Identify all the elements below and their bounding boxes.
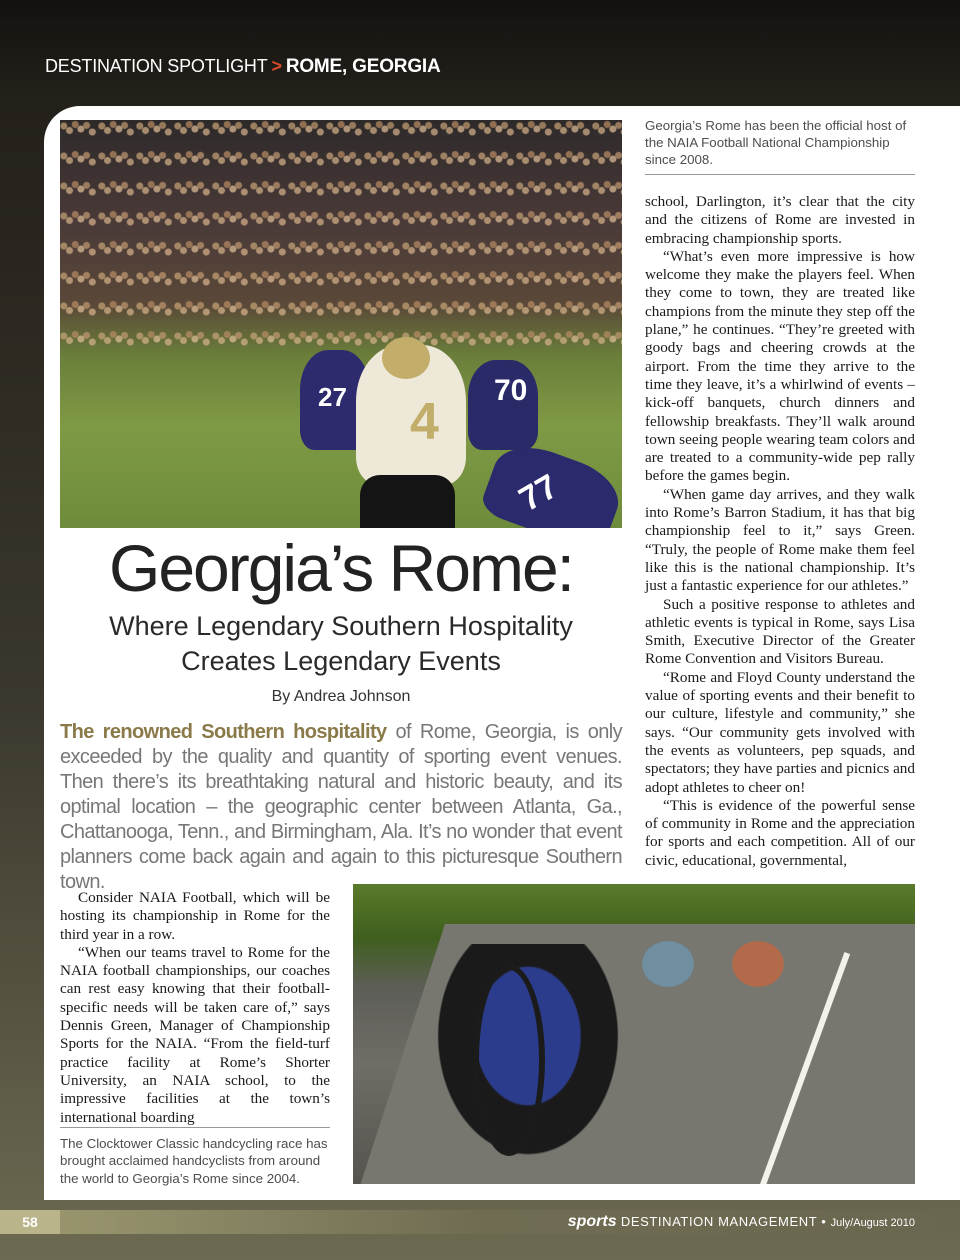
body-paragraph: “Rome and Floyd County understand the value of sporting events and their benefit to our culture, lifestyle and community,” she says. “Our community gets involved with the events as volunteers, pep squads, and spectators; they have parties and picnics and adopt athletes to cheer on! <box>645 668 915 796</box>
footer-publication <box>568 1210 915 1234</box>
byline: By Andrea Johnson <box>271 688 411 705</box>
publication-brand: sports <box>567 1213 617 1230</box>
body-column-right <box>645 193 915 870</box>
subtitle-line: Where Legendary Southern Hospitality <box>109 611 573 641</box>
wheel <box>473 964 545 1156</box>
article-subtitle <box>60 609 622 679</box>
section-label: DESTINATION SPOTLIGHT <box>45 56 268 76</box>
handcycling-photo <box>353 884 915 1184</box>
body-paragraph: “What’s even more impressive is how welcome they make the players feel. When they come to town, they are treated like champions from the minute they step off the plane,” he continues. “They’re greeted with goody bags and cheering crowds at the airport. From the time they arrive to the time they leave, it’s a whirlwind of events – kick-off banquets, church dinners and fellowship breakfasts. They’ll walk around town seeing people wearing team colors and are treated to a community-wide pep rally before the games begin. <box>645 247 915 485</box>
body-column-left <box>60 889 330 1127</box>
stadium-crowd <box>60 120 622 357</box>
body-paragraph: Such a positive response to athletes and athletic events is typical in Rome, says Lisa Smith, Executive Director of the Greater Rome Convention and Visitors Bureau. <box>645 595 915 668</box>
player-legs <box>360 475 455 528</box>
photo-caption-top: Georgia’s Rome has been the official host of the NAIA Football National Championship since 2008. <box>645 117 915 175</box>
body-paragraph: school, Darlington, it’s clear that the city and the citizens of Rome are invested in embracing championship sports. <box>645 193 915 247</box>
body-paragraph: “When game day arrives, and they walk into Rome’s Barron Stadium, it has that big championship feel to it,” says Green. “Truly, the people of Rome make them feel like this is the national championship. It’s just a fantastic experience for our athletes.” <box>645 485 915 595</box>
issue-date: July/August 2010 <box>830 1217 915 1229</box>
lead-paragraph <box>60 720 622 895</box>
jersey-number: 4 <box>410 393 439 451</box>
chevron-right-icon: > <box>271 56 282 76</box>
body-paragraph: “When our teams travel to Rome for the NAIA football championships, our coaches can rest easy knowing that their football-specific needs will be taken care of,” says Dennis Green, Manager of Championship Sports for the NAIA. “From the field-turf practice facility at Rome’s Shorter University, an NAIA school, to the impressive facilities at the town’s international boarding <box>60 943 330 1126</box>
subtitle-line: Creates Legendary Events <box>181 646 501 676</box>
football-photo <box>60 120 622 528</box>
footer-bullet: • <box>821 1214 827 1229</box>
article-title: Georgia’s Rome: <box>108 531 573 605</box>
section-header <box>45 56 441 78</box>
page-number: 58 <box>0 1210 60 1234</box>
destination-name: ROME, GEORGIA <box>285 56 441 77</box>
jersey-number: 70 <box>494 374 528 407</box>
publication-name: DESTINATION MANAGEMENT <box>620 1214 818 1229</box>
lead-highlight: The renowned Southern hospitality <box>60 721 387 743</box>
handcyclist <box>623 924 713 1004</box>
body-paragraph: Consider NAIA Football, which will be hosting its championship in Rome for the third year in a row. <box>60 889 330 943</box>
lead-text: of Rome, Georgia, is only exceeded by the quality and quantity of sporting event venues. Then there’s its breathtaking natural and historic beauty, and its optimal location – the geographic center between Atlanta, Ga., Chattanooga, Tenn., and Birmingham, Ala. It’s no wonder that event planners come back again and again to this picturesque Southern town. <box>60 721 622 893</box>
body-paragraph: “This is evidence of the powerful sense of community in Rome and the appreciation for sports and each competition. All of our civic, educational, governmental, <box>645 796 915 869</box>
photo-caption-bottom: The Clocktower Classic handcycling race has brought acclaimed handcyclists from around the world to Georgia’s Rome since 2004. <box>60 1127 330 1187</box>
helmet <box>382 337 430 379</box>
handcyclist <box>713 924 803 1004</box>
jersey-number: 77 <box>512 467 565 519</box>
jersey-number: 27 <box>318 382 347 412</box>
